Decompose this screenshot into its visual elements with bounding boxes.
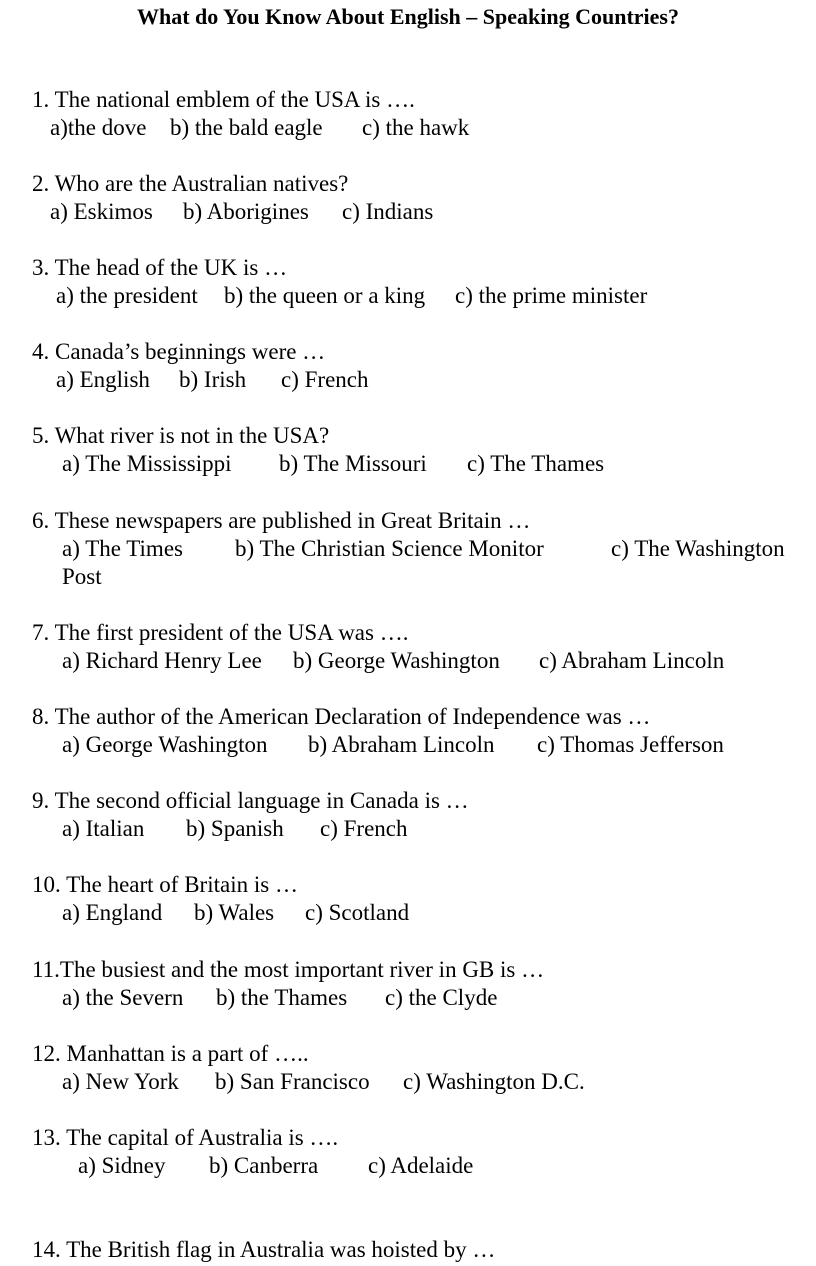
question-1: 1. The national emblem of the USA is …. [32,87,415,112]
question-5: 5. What river is not in the USA? [32,423,330,448]
option-b[interactable]: b) Aborigines [183,199,309,224]
option-b[interactable]: b) the bald eagle [170,115,323,140]
options-10 [62,899,409,927]
option-a[interactable]: a) Italian [62,816,145,841]
question-9: 9. The second official language in Canada is … [32,788,469,813]
question-6: 6. These newspapers are published in Great Britain … [32,508,531,533]
option-b[interactable]: b) The Christian Science Monitor [235,536,544,561]
option-a[interactable]: a) The Times [62,536,183,561]
options-1 [50,114,469,142]
options-7 [62,647,724,675]
option-b[interactable]: b) the queen or a king [224,283,426,308]
option-b[interactable]: b) Canberra [209,1153,319,1178]
options-13 [78,1152,473,1180]
option-c[interactable]: c) the hawk [362,115,470,140]
option-b[interactable]: b) Abraham Lincoln [308,732,495,757]
option-c-continuation: Post [62,564,102,589]
option-a[interactable]: a) the Severn [62,985,184,1010]
options-3 [56,282,647,310]
option-c[interactable]: c) Thomas Jefferson [537,732,724,757]
question-3: 3. The head of the UK is … [32,255,288,280]
options-5 [62,450,604,478]
option-a[interactable]: a) Sidney [78,1153,166,1178]
options-9 [62,815,408,843]
options-11 [62,984,497,1012]
option-a[interactable]: a) the president [56,283,198,308]
question-8: 8. The author of the American Declaration of Independence was … [32,704,651,729]
option-a[interactable]: a) England [62,900,163,925]
question-14: 14. The British flag in Australia was hoisted by … [32,1237,496,1262]
option-c[interactable]: c) French [281,367,369,392]
question-4: 4. Canada’s beginnings were … [32,339,326,364]
option-c[interactable]: c) the prime minister [455,283,648,308]
option-b[interactable]: b) Irish [179,367,247,392]
option-b[interactable]: b) The Missouri [279,451,427,476]
option-c[interactable]: c) the Clyde [385,985,498,1010]
option-c[interactable]: c) French [320,816,408,841]
question-7: 7. The first president of the USA was …. [32,620,409,645]
option-c[interactable]: c) Scotland [305,900,410,925]
option-b[interactable]: b) Wales [194,900,275,925]
options-12 [62,1068,585,1096]
options-4 [56,366,369,394]
option-a[interactable]: a) The Mississippi [62,451,232,476]
page-title: What do You Know About English – Speaking Countries? [136,4,679,29]
question-13: 13. The capital of Australia is …. [32,1125,339,1150]
option-c[interactable]: c) Washington D.C. [403,1069,585,1094]
options-2 [50,198,433,226]
option-a[interactable]: a)the dove [50,115,147,140]
option-a[interactable]: a) New York [62,1069,179,1094]
option-c[interactable]: c) The Washington [611,536,785,561]
option-a[interactable]: a) George Washington [62,732,268,757]
option-c[interactable]: c) Adelaide [368,1153,474,1178]
option-a[interactable]: a) Richard Henry Lee [62,648,262,673]
option-a[interactable]: a) Eskimos [50,199,153,224]
options-6 [62,535,785,563]
option-c[interactable]: c) Abraham Lincoln [539,648,725,673]
option-b[interactable]: b) the Thames [216,985,348,1010]
option-c[interactable]: c) The Thames [467,451,605,476]
question-11: 11.The busiest and the most important river in GB is … [32,957,545,982]
option-b[interactable]: b) San Francisco [215,1069,370,1094]
question-12: 12. Manhattan is a part of ….. [32,1041,309,1066]
question-10: 10. The heart of Britain is … [32,872,298,897]
option-c[interactable]: c) Indians [342,199,434,224]
option-b[interactable]: b) George Washington [293,648,500,673]
options-8 [62,731,724,759]
question-2: 2. Who are the Australian natives? [32,171,349,196]
option-a[interactable]: a) English [56,367,150,392]
option-b[interactable]: b) Spanish [186,816,284,841]
